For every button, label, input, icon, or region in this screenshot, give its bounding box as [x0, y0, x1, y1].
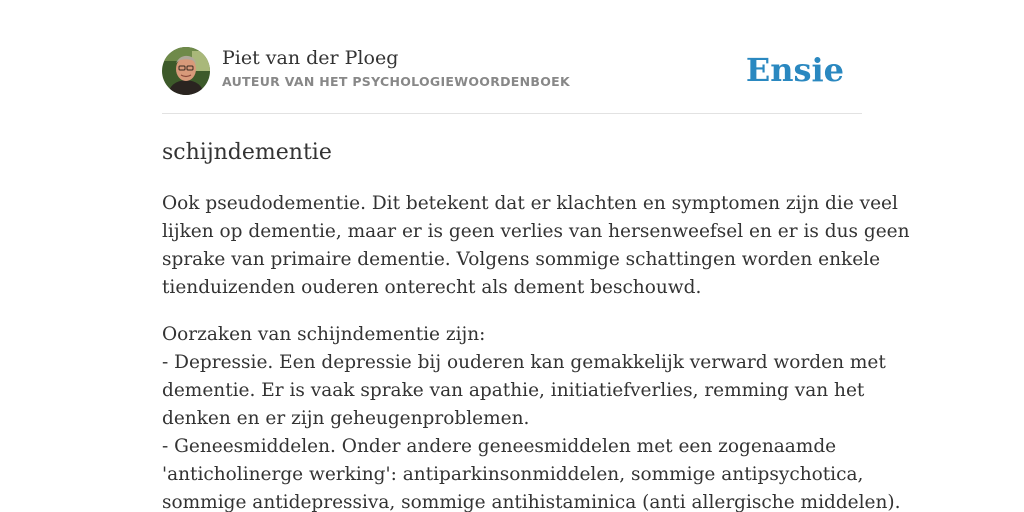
paragraph-2	[162, 321, 901, 512]
text-line: 'anticholinerge werking': antiparkinsonmiddelen, sommige antipsychotica,	[162, 464, 864, 485]
text-line: dementie. Er is vaak sprake van apathie, initiatiefverlies, remming van het	[162, 380, 865, 401]
text-line: Oorzaken van schijndementie zijn:	[162, 324, 486, 345]
ensie-logo[interactable]: Ensie	[745, 51, 844, 89]
author-name[interactable]: Piet van der Ploeg	[222, 47, 399, 69]
author-header	[162, 46, 862, 96]
article-body	[162, 190, 910, 512]
text-line: sommige antidepressiva, sommige antihistaminica (anti allergische middelen).	[162, 492, 901, 512]
header-divider	[162, 113, 862, 114]
text-line: sprake van primaire dementie. Volgens sommige schattingen worden enkele	[162, 249, 881, 270]
text-line: Ook pseudodementie. Dit betekent dat er klachten en symptomen zijn die veel	[162, 193, 898, 214]
article-title: schijndementie	[162, 140, 332, 165]
paragraph-1	[162, 190, 910, 302]
text-line: - Geneesmiddelen. Onder andere geneesmiddelen met een zogenaamde	[162, 436, 837, 457]
author-role: AUTEUR VAN HET PSYCHOLOGIEWOORDENBOEK	[222, 74, 570, 89]
author-avatar[interactable]	[162, 47, 210, 95]
text-line: tienduizenden ouderen onterecht als dement beschouwd.	[162, 277, 702, 298]
text-line: - Depressie. Een depressie bij ouderen kan gemakkelijk verward worden met	[162, 352, 886, 373]
text-line: lijken op dementie, maar er is geen verlies van hersenweefsel en er is dus geen	[162, 221, 910, 242]
text-line: denken en er zijn geheugenproblemen.	[162, 408, 530, 429]
